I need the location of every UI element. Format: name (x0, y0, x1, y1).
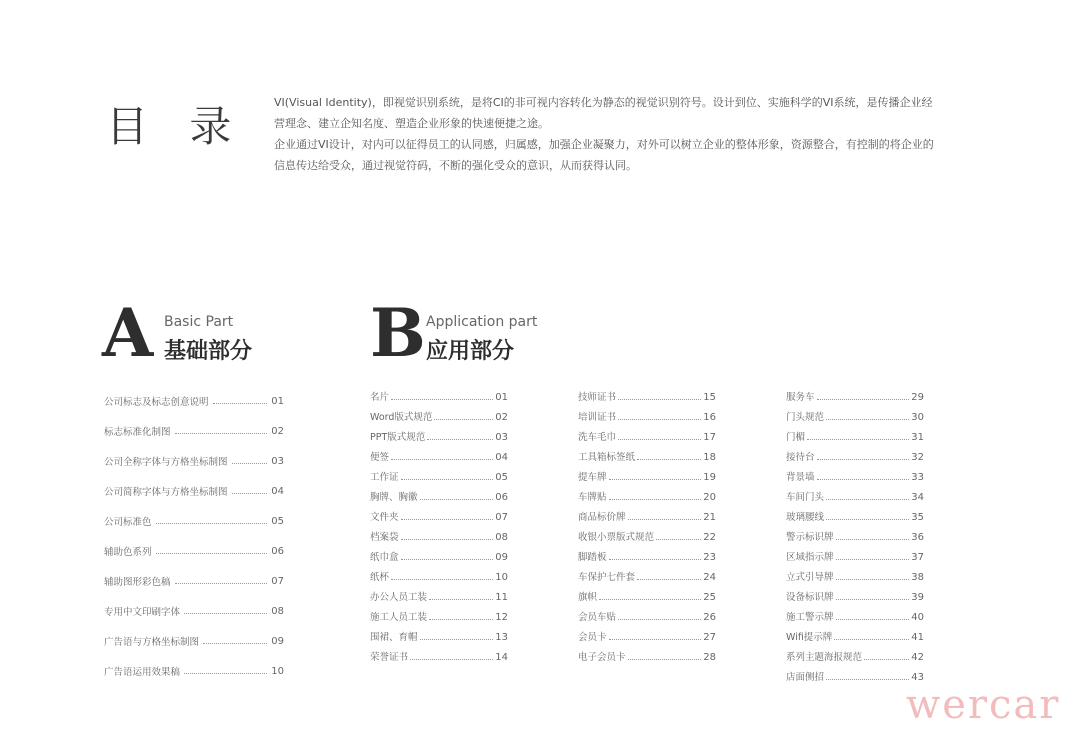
toc-entry-page-number: 26 (703, 612, 716, 623)
toc-entry-page-number: 08 (495, 532, 508, 543)
toc-entry-page-number: 01 (495, 392, 508, 403)
toc-entry-title: 会员卡 (578, 632, 607, 643)
dot-leader (826, 499, 909, 500)
toc-entry-title: 收银小票版式规范 (578, 532, 655, 543)
toc-entry-page-number: 12 (495, 612, 508, 623)
toc-entry-page-number: 36 (911, 532, 924, 543)
toc-entry[interactable] (370, 563, 508, 583)
toc-entry-title: Wifi提示牌 (786, 632, 833, 643)
toc-entry-page-number: 10 (495, 572, 508, 583)
toc-entry-title: 公司标志及标志创意说明 (104, 397, 209, 408)
dot-leader (836, 599, 910, 600)
dot-leader (618, 439, 701, 440)
toc-entry[interactable] (370, 383, 508, 403)
toc-entry-page-number: 24 (703, 572, 716, 583)
toc-entry-page-number: 25 (703, 592, 716, 603)
toc-entry-page-number: 32 (911, 452, 924, 463)
dot-leader (618, 419, 701, 420)
toc-entry[interactable] (786, 483, 924, 503)
toc-entry-page-number: 06 (271, 545, 284, 557)
dot-leader (834, 639, 909, 640)
toc-entry-title: 施工警示牌 (786, 612, 834, 623)
watermark: wercar (906, 682, 1061, 728)
toc-entry[interactable] (370, 543, 508, 563)
toc-entry[interactable] (104, 536, 284, 566)
toc-entry-page-number: 37 (911, 552, 924, 563)
toc-entry-title: 店面侧招 (786, 672, 825, 683)
toc-entry-title: 荣誉证书 (370, 652, 409, 663)
toc-entry[interactable] (578, 483, 716, 503)
toc-entry[interactable] (370, 423, 508, 443)
dot-leader (836, 579, 910, 580)
toc-entry-title: 公司标准色 (104, 517, 152, 528)
toc-entry-title: 辅助图形彩色稿 (104, 577, 171, 588)
toc-entry[interactable] (578, 603, 716, 623)
toc-entry-title: 广告语与方格坐标制图 (104, 637, 200, 648)
toc-entry[interactable] (370, 603, 508, 623)
toc-entry-title: 门头规范 (786, 412, 825, 423)
dot-leader (391, 579, 493, 580)
toc-entry-title: 玻璃腰线 (786, 512, 825, 523)
dot-leader (232, 462, 268, 464)
toc-entry-title: 系列主题海报规范 (786, 652, 863, 663)
dot-leader (637, 579, 701, 580)
toc-entry-title: 区域指示牌 (786, 552, 834, 563)
dot-leader (429, 619, 493, 620)
toc-entry[interactable] (786, 503, 924, 523)
toc-entry-page-number: 02 (495, 412, 508, 423)
toc-entry-title: 警示标识牌 (786, 532, 834, 543)
toc-entry-page-number: 42 (911, 652, 924, 663)
toc-entry[interactable] (370, 403, 508, 423)
dot-leader (156, 552, 268, 554)
toc-entry-title: 公司简称字体与方格坐标制图 (104, 487, 228, 498)
toc-entry[interactable] (578, 623, 716, 643)
toc-entry[interactable] (786, 463, 924, 483)
toc-entry[interactable] (104, 596, 284, 626)
dot-leader (175, 582, 268, 584)
toc-entry[interactable] (104, 566, 284, 596)
toc-entry-page-number: 27 (703, 632, 716, 643)
toc-entry-page-number: 05 (271, 515, 284, 527)
section-b-letter: B (370, 294, 426, 372)
toc-entry-title: 公司全称字体与方格坐标制图 (104, 457, 228, 468)
dot-leader (864, 659, 909, 660)
section-b-column-2 (578, 383, 716, 663)
toc-entry[interactable] (104, 506, 284, 536)
toc-entry[interactable] (104, 446, 284, 476)
toc-entry-page-number: 21 (703, 512, 716, 523)
toc-entry[interactable] (370, 583, 508, 603)
toc-entry-page-number: 40 (911, 612, 924, 623)
toc-entry-page-number: 04 (271, 485, 284, 497)
toc-entry[interactable] (786, 663, 924, 683)
page-title: 目 录 (106, 102, 246, 151)
toc-entry[interactable] (786, 383, 924, 403)
toc-entry-page-number: 05 (495, 472, 508, 483)
section-a-subtitle-cn: 基础部分 (164, 339, 253, 364)
toc-entry-page-number: 07 (271, 575, 284, 587)
toc-entry-page-number: 01 (271, 395, 284, 407)
dot-leader (836, 619, 910, 620)
dot-leader (156, 522, 268, 524)
toc-entry-page-number: 43 (911, 672, 924, 683)
dot-leader (628, 659, 702, 660)
toc-entry[interactable] (786, 623, 924, 643)
toc-entry-page-number: 39 (911, 592, 924, 603)
toc-entry[interactable] (370, 503, 508, 523)
section-a-subtitle-en: Basic Part (164, 314, 234, 330)
dot-leader (817, 399, 910, 400)
toc-entry-title: 办公人员工装 (370, 592, 428, 603)
dot-leader (656, 539, 701, 540)
section-b-subtitle-cn: 应用部分 (426, 339, 515, 364)
dot-leader (401, 539, 494, 540)
toc-entry-title: 脚踏板 (578, 552, 607, 563)
toc-entry-title: 车牌贴 (578, 492, 607, 503)
dot-leader (184, 612, 267, 614)
dot-leader (203, 642, 267, 644)
dot-leader (429, 599, 493, 600)
toc-entry-page-number: 03 (271, 455, 284, 467)
toc-entry[interactable] (786, 543, 924, 563)
dot-leader (175, 432, 268, 434)
toc-entry[interactable] (370, 643, 508, 663)
dot-leader (628, 519, 702, 520)
dot-leader (836, 539, 910, 540)
toc-entry-page-number: 23 (703, 552, 716, 563)
dot-leader (420, 639, 494, 640)
toc-entry[interactable] (104, 476, 284, 506)
toc-entry-title: 商品标价牌 (578, 512, 626, 523)
toc-entry-page-number: 17 (703, 432, 716, 443)
toc-entry-title: 专用中文印刷字体 (104, 607, 181, 618)
toc-entry-page-number: 28 (703, 652, 716, 663)
toc-entry-title: 纸杯 (370, 572, 390, 583)
toc-entry-page-number: 29 (911, 392, 924, 403)
toc-entry-title: 辅助色系列 (104, 547, 152, 558)
dot-leader (213, 402, 268, 404)
toc-entry[interactable] (786, 603, 924, 623)
dot-leader (184, 672, 267, 674)
toc-entry-title: 名片 (370, 392, 390, 403)
toc-entry-page-number: 34 (911, 492, 924, 503)
toc-entry-page-number: 22 (703, 532, 716, 543)
toc-entry[interactable] (786, 583, 924, 603)
toc-entry[interactable] (370, 463, 508, 483)
toc-entry-page-number: 03 (495, 432, 508, 443)
toc-entry-page-number: 04 (495, 452, 508, 463)
toc-entry[interactable] (578, 583, 716, 603)
toc-entry-page-number: 07 (495, 512, 508, 523)
toc-entry[interactable] (578, 423, 716, 443)
toc-entry-page-number: 11 (495, 592, 508, 603)
toc-entry-title: 提车牌 (578, 472, 607, 483)
section-b-column-1 (370, 383, 508, 663)
dot-leader (807, 439, 909, 440)
toc-entry-title: 工作证 (370, 472, 399, 483)
section-b-subtitle-en: Application part (426, 314, 538, 330)
toc-entry-page-number: 18 (703, 452, 716, 463)
toc-entry-page-number: 14 (495, 652, 508, 663)
toc-entry-page-number: 19 (703, 472, 716, 483)
dot-leader (826, 419, 909, 420)
intro-paragraph-1: VI(Visual Identity)，即视觉识别系统，是将CI的非可视内容转化为静态的视觉识别符号。设计到位、实施科学的VI系统，是传播企业经营理念、建立企知名度、塑造企业形象的快速便捷之途。 (274, 96, 933, 130)
dot-leader (420, 499, 494, 500)
toc-entry[interactable] (370, 443, 508, 463)
toc-entry[interactable] (578, 543, 716, 563)
toc-entry[interactable] (578, 463, 716, 483)
toc-entry-page-number: 30 (911, 412, 924, 423)
dot-leader (609, 559, 702, 560)
toc-entry-page-number: 33 (911, 472, 924, 483)
toc-entry-title: 背景墙 (786, 472, 815, 483)
toc-entry[interactable] (578, 503, 716, 523)
toc-entry[interactable] (786, 403, 924, 423)
toc-entry-page-number: 06 (495, 492, 508, 503)
toc-entry[interactable] (578, 523, 716, 543)
toc-entry-title: 标志标准化制图 (104, 427, 171, 438)
toc-entry-title: 围裙、育帽 (370, 632, 418, 643)
dot-leader (391, 399, 493, 400)
toc-entry[interactable] (104, 656, 284, 686)
toc-entry-title: 广告语运用效果稿 (104, 667, 181, 678)
toc-entry[interactable] (370, 623, 508, 643)
section-b-column-3 (786, 383, 924, 683)
dot-leader (817, 479, 910, 480)
section-a-list (104, 386, 284, 686)
toc-entry-page-number: 38 (911, 572, 924, 583)
dot-leader (609, 639, 702, 640)
dot-leader (836, 559, 910, 560)
toc-entry-title: 门楣 (786, 432, 806, 443)
toc-entry-title: 立式引导牌 (786, 572, 834, 583)
toc-entry-title: 技师证书 (578, 392, 617, 403)
toc-entry[interactable] (104, 626, 284, 656)
toc-entry-title: 会员车贴 (578, 612, 617, 623)
toc-entry[interactable] (786, 443, 924, 463)
toc-entry-title: 车间门头 (786, 492, 825, 503)
dot-leader (401, 479, 494, 480)
toc-entry-title: 洗车毛巾 (578, 432, 617, 443)
toc-entry-title: 纸巾盒 (370, 552, 399, 563)
dot-leader (427, 439, 493, 440)
toc-entry[interactable] (578, 383, 716, 403)
dot-leader (401, 519, 494, 520)
toc-entry-page-number: 08 (271, 605, 284, 617)
toc-entry-title: 文件夹 (370, 512, 399, 523)
toc-entry[interactable] (370, 483, 508, 503)
toc-entry-title: PPT版式规范 (370, 432, 426, 443)
toc-entry-page-number: 13 (495, 632, 508, 643)
section-b-header (370, 294, 570, 372)
dot-leader (618, 399, 701, 400)
dot-leader (232, 492, 268, 494)
toc-entry-page-number: 35 (911, 512, 924, 523)
toc-entry[interactable] (786, 643, 924, 663)
toc-entry[interactable] (370, 523, 508, 543)
dot-leader (826, 519, 909, 520)
toc-entry-title: 工具箱标签纸 (578, 452, 636, 463)
intro-paragraph-2: 企业通过VI设计，对内可以征得员工的认同感，归属感，加强企业凝聚力，对外可以树立企业的整体形象，资源整合，有控制的将企业的信息传达给受众，通过视觉符码，不断的强化受众的意识，从而获得认同。 (274, 138, 934, 172)
dot-leader (434, 419, 493, 420)
toc-entry-page-number: 10 (271, 665, 284, 677)
toc-entry-page-number: 09 (495, 552, 508, 563)
dot-leader (618, 619, 701, 620)
toc-entry-title: Word版式规范 (370, 412, 433, 423)
dot-leader (826, 679, 909, 680)
dot-leader (401, 559, 494, 560)
toc-entry-title: 便签 (370, 452, 390, 463)
toc-entry[interactable] (578, 643, 716, 663)
toc-entry-title: 设备标识牌 (786, 592, 834, 603)
toc-entry[interactable] (578, 563, 716, 583)
dot-leader (599, 599, 701, 600)
toc-entry-page-number: 41 (911, 632, 924, 643)
toc-entry-title: 服务车 (786, 392, 815, 403)
intro-text (274, 92, 940, 176)
toc-entry-page-number: 15 (703, 392, 716, 403)
toc-entry-page-number: 09 (271, 635, 284, 647)
dot-leader (609, 479, 702, 480)
toc-entry-page-number: 20 (703, 492, 716, 503)
toc-entry[interactable] (786, 523, 924, 543)
toc-entry-title: 接待台 (786, 452, 815, 463)
toc-entry-title: 培训证书 (578, 412, 617, 423)
dot-leader (609, 499, 702, 500)
toc-entry-title: 施工人员工装 (370, 612, 428, 623)
toc-entry-title: 车保护七件套 (578, 572, 636, 583)
toc-entry-title: 电子会员卡 (578, 652, 626, 663)
dot-leader (410, 659, 493, 660)
toc-entry-title: 胸牌、胸徽 (370, 492, 418, 503)
toc-entry-page-number: 16 (703, 412, 716, 423)
toc-entry-title: 旗帜 (578, 592, 598, 603)
toc-entry[interactable] (786, 423, 924, 443)
section-a-letter: A (102, 294, 154, 372)
toc-entry[interactable] (104, 416, 284, 446)
toc-entry-page-number: 02 (271, 425, 284, 437)
toc-entry[interactable] (578, 403, 716, 423)
section-a-header (102, 294, 282, 372)
toc-entry-page-number: 31 (911, 432, 924, 443)
toc-entry[interactable] (104, 386, 284, 416)
dot-leader (637, 459, 701, 460)
toc-entry-title: 档案袋 (370, 532, 399, 543)
toc-entry[interactable] (786, 563, 924, 583)
dot-leader (817, 459, 910, 460)
dot-leader (391, 459, 493, 460)
toc-entry[interactable] (578, 443, 716, 463)
